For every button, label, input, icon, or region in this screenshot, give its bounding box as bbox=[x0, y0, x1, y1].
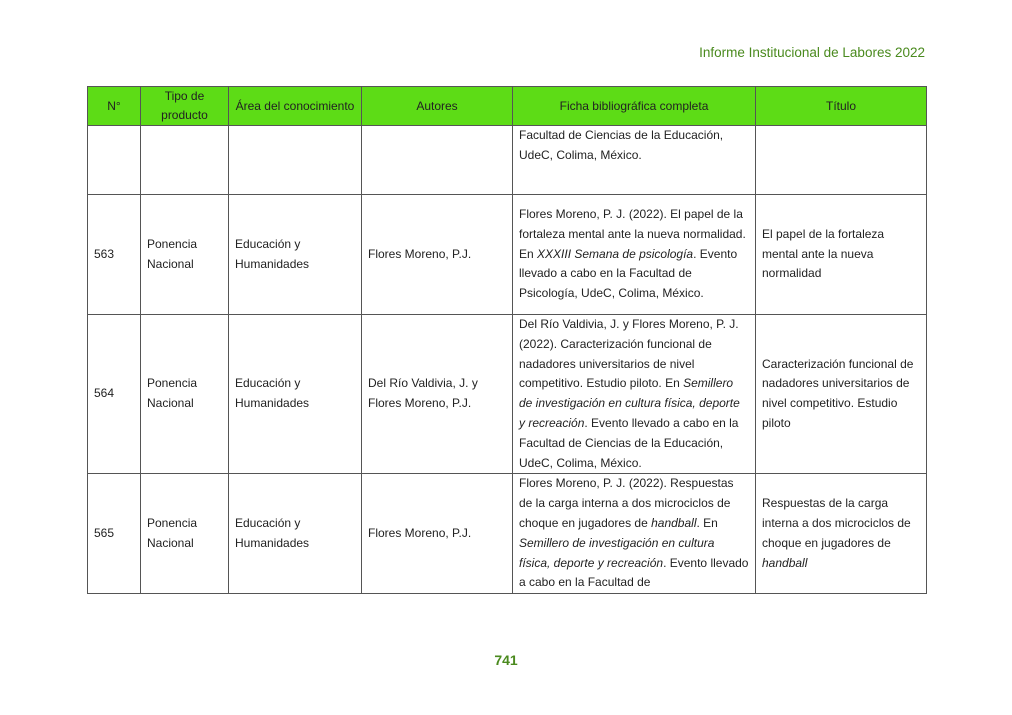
cell-area: Educación y Humanidades bbox=[229, 474, 362, 594]
column-header-area: Área del conocimiento bbox=[229, 87, 362, 126]
products-table bbox=[87, 86, 927, 594]
cell-titulo bbox=[756, 195, 927, 315]
cell-ficha bbox=[513, 474, 756, 594]
cell-area bbox=[229, 126, 362, 195]
ficha-text-part: Del Río Valdivia, J. y Flores Moreno, P. J. (2022). Caracterización funcional de nadadores universitarios de nivel competitivo. Estudio piloto. En bbox=[519, 317, 739, 391]
ficha-text-part: . En bbox=[696, 516, 718, 531]
titulo-text-part: Caracterización funcional de nadadores universitarios de nivel competitivo. Estudio piloto bbox=[762, 356, 914, 430]
cell-tipo: Ponencia Nacional bbox=[141, 315, 229, 474]
page-number: 741 bbox=[494, 652, 518, 668]
cell-autores: Del Río Valdivia, J. y Flores Moreno, P.J. bbox=[362, 315, 513, 474]
ficha-text-part: Semillero de investigación en cultura física, deporte y recreación bbox=[519, 535, 715, 570]
cell-titulo bbox=[756, 315, 927, 474]
cell-num: 563 bbox=[88, 195, 141, 315]
cell-area: Educación y Humanidades bbox=[229, 195, 362, 315]
column-header-tipo: Tipo de producto bbox=[141, 87, 229, 126]
ficha-text-part: Flores Moreno, P. J. (2022). El papel de la fortaleza mental ante la nueva normalidad. En bbox=[519, 207, 746, 261]
column-header-ficha: Ficha bibliográfica completa bbox=[513, 87, 756, 126]
table-row bbox=[88, 474, 927, 594]
cell-tipo bbox=[141, 126, 229, 195]
titulo-text-part: El papel de la fortaleza mental ante la nueva normalidad bbox=[762, 226, 885, 281]
ficha-text-part: . Evento llevado a cabo en la Facultad de Ciencias de la Educación, UdeC, Colima, México. bbox=[519, 415, 739, 470]
table-row bbox=[88, 315, 927, 474]
cell-ficha: Facultad de Ciencias de la Educación, UdeC, Colima, México. bbox=[513, 126, 756, 195]
cell-autores: Flores Moreno, P.J. bbox=[362, 474, 513, 594]
cell-ficha bbox=[513, 315, 756, 474]
cell-autores bbox=[362, 126, 513, 195]
ficha-text-part: Semillero de investigación en cultura física, deporte y recreación bbox=[519, 376, 740, 430]
cell-num: 565 bbox=[88, 474, 141, 594]
ficha-text-part: . Evento llevado a cabo en la Facultad de bbox=[519, 555, 749, 590]
table-row-continuation bbox=[88, 126, 927, 195]
ficha-text-part: handball bbox=[651, 516, 697, 531]
table-row bbox=[88, 195, 927, 315]
cell-titulo bbox=[756, 126, 927, 195]
cell-num: 564 bbox=[88, 315, 141, 474]
cell-titulo bbox=[756, 474, 927, 594]
column-header-titulo: Título bbox=[756, 87, 927, 126]
column-header-autores: Autores bbox=[362, 87, 513, 126]
column-header-num: N° bbox=[88, 87, 141, 126]
titulo-text-part: handball bbox=[762, 555, 808, 570]
cell-autores: Flores Moreno, P.J. bbox=[362, 195, 513, 315]
titulo-text-part: Respuestas de la carga interna a dos microciclos de choque en jugadores de bbox=[762, 496, 911, 550]
report-header-title: Informe Institucional de Labores 2022 bbox=[699, 45, 925, 60]
ficha-text-part: . Evento llevado a cabo en la Facultad de Psicología, UdeC, Colima, México. bbox=[519, 246, 738, 301]
ficha-text-part: XXXIII Semana de psicología bbox=[537, 246, 694, 261]
ficha-text-part: Flores Moreno, P. J. (2022). Respuestas de la carga interna a dos microciclos de choque en jugadores de bbox=[519, 476, 734, 531]
cell-tipo: Ponencia Nacional bbox=[141, 195, 229, 315]
cell-tipo: Ponencia Nacional bbox=[141, 474, 229, 594]
table-header-row bbox=[88, 87, 927, 126]
cell-ficha bbox=[513, 195, 756, 315]
cell-area: Educación y Humanidades bbox=[229, 315, 362, 474]
cell-num bbox=[88, 126, 141, 195]
